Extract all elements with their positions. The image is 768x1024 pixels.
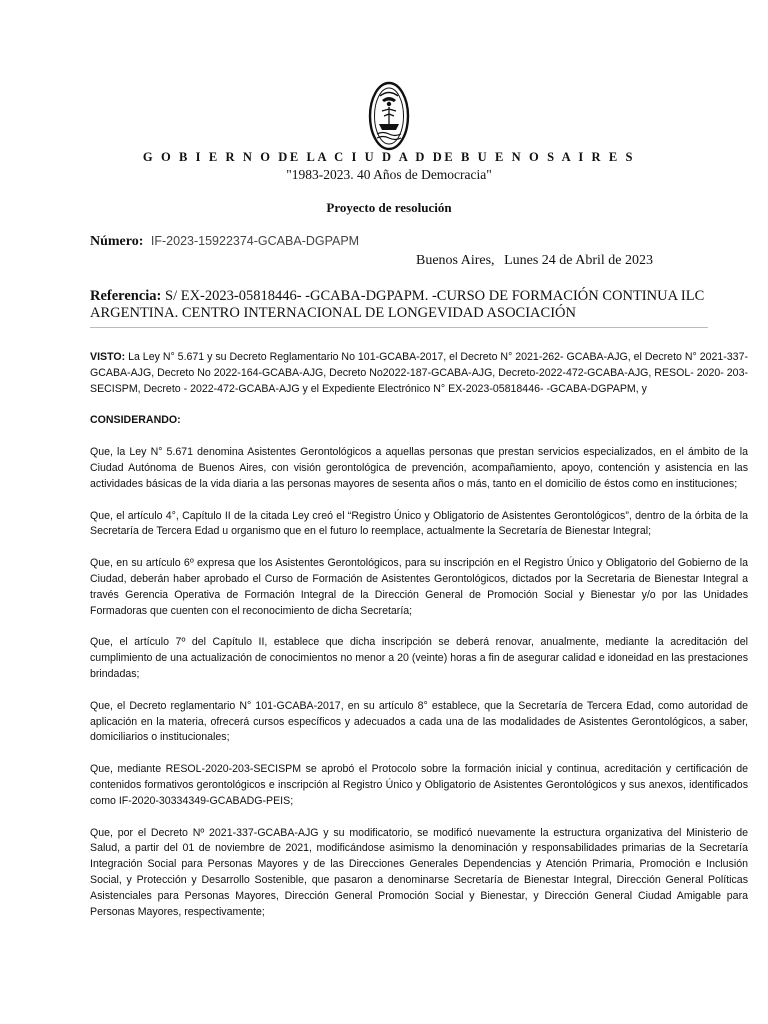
- date-text: Lunes 24 de Abril de 2023: [504, 253, 653, 268]
- document-number: [90, 234, 359, 250]
- motto-line: "1983-2023. 40 Años de Democracia": [286, 167, 492, 182]
- reference-block: [90, 288, 720, 322]
- considerando-paragraph: Que, el artículo 4°, Capítulo II de la citada Ley creó el “Registro Único y Obligatorio de Asistentes Gerontológicos”, dentro de la órbita de la Secretaría de Tercera Edad u organismo que en el futuro lo reemplace, actualmente la Secretaría de Bienestar Integral;: [90, 509, 748, 538]
- considerando-paragraph: Que, el artículo 7º del Capítulo II, establece que dicha inscripción se deberá renovar, anualmente, mediante la acreditación del cumplimiento de una actualización de conocimientos no menor a 20 (veinte) horas a fin de asegurar calidad e idoneidad en las prestaciones brindadas;: [90, 636, 748, 680]
- considerando-paragraph: Que, en su artículo 6º expresa que los Asistentes Gerontológicos, para su inscripción en el Registro Único y Obligatorio del Gobierno de la Ciudad, deberán haber aprobado el Curso de Formación de Asistentes Gerontológicos, dictados por la Secretaria de Bienestar Integral a través Gerencia Operativa de Formación Integral de la Dirección General de Promoción Social y Bienestar y/o por las Unidades Formadoras que cuenten con el reconocimiento de dicha Secretaría;: [90, 557, 748, 617]
- considerando-heading: CONSIDERANDO:: [90, 414, 181, 427]
- visto-paragraph: [90, 350, 748, 397]
- header-divider: [90, 327, 708, 328]
- document-body: [90, 350, 748, 936]
- reference-label: Referencia:: [90, 288, 162, 304]
- considerando-paragraph: Que, por el Decreto Nº 2021-337-GCABA-AJG y su modificatorio, se modificó nuevamente la estructura organizativa del Ministerio de Salud, a partir del 01 de noviembre de 2021, modificándose asimismo la denominación y responsabilidades primarias de la Secretaría Integración Social para Personas Mayores y de las Direcciones Generales Dependencias y Atención Primaria, Promoción e Inclusión Social, y Protección y Desarrollo Sostenible, que pasaron a denominarse Secretaría de Bienestar Integral, Dirección General Políticas Asistenciales para Personas Mayores, Dirección General Promoción Social y Bienestar, y Dirección General Ciudad Amigable para Personas Mayores, respectivamente;: [90, 826, 748, 918]
- number-label: Número:: [90, 234, 144, 249]
- city-label: Buenos Aires,: [416, 253, 495, 268]
- considerando-paragraph: Que, el Decreto reglamentario N° 101-GCABA-2017, en su artículo 8° establece, que la Secretaría de Tercera Edad, como autoridad de aplicación en la materia, ofrecerá cursos específicos y adecuados a cada una de las modalidades de Asistentes Gerontológicos, a saber, domiciliarios o institucionales;: [90, 699, 748, 744]
- visto-label: VISTO:: [90, 351, 126, 363]
- city-coat-of-arms-seal: [368, 80, 410, 152]
- reference-text: S/ EX-2023-05818446- -GCABA-DGPAPM. -CURSO DE FORMACIÓN CONTINUA ILC ARGENTINA. CENTRO INTERNACIONAL DE LONGEVIDAD ASOCIACIÓN: [90, 288, 705, 321]
- document-type-title: Proyecto de resolución: [326, 200, 452, 215]
- considerando-paragraph: Que, mediante RESOL-2020-203-SECISPM se aprobó el Protocolo sobre la formación inicial y continua, acreditación y certificación de contenidos formativos gerontológicos e inscripción al Registro Único y Obligatorio de Asistentes Gerontológicos y sus anexos, identificados como IF-2020-30334349-GCABADG-PEIS;: [90, 763, 748, 807]
- place-and-date: [416, 253, 653, 269]
- government-heading: G O B I E R N O DE LA C I U D A D DE B U E N O S A I R E S: [142, 150, 636, 164]
- considerando-paragraph: Que, la Ley N° 5.671 denomina Asistentes Gerontológicos a aquellas personas que prestan servicios especializados, en el ámbito de la Ciudad Autónoma de Buenos Aires, con visión gerontológica de prevención, acompañamiento, apoyo, contención y asistencia en las actividades básicas de la vida diaria a las personas mayores de sesenta años o más, tanto en el domicilio de éstos como en instituciones;: [90, 446, 748, 490]
- visto-text: La Ley N° 5.671 y su Decreto Reglamentario No 101-GCABA-2017, el Decreto N° 2021-262- GCABA-AJG, el Decreto N° 2021-337-GCABA-AJG, Decreto No 2022-164-GCABA-AJG, Decreto No2022-187-GCABA-AJG, Decreto-2022-472-GCABA-AJG, RESOL- 2020- 203-SECISPM, Decreto - 2022-472-GCABA-AJG y el Expediente Electrónico N° EX-2023-05818446- -GCABA-DGPAPM, y: [90, 351, 748, 395]
- number-value: IF-2023-15922374-GCABA-DGPAPM: [150, 234, 360, 248]
